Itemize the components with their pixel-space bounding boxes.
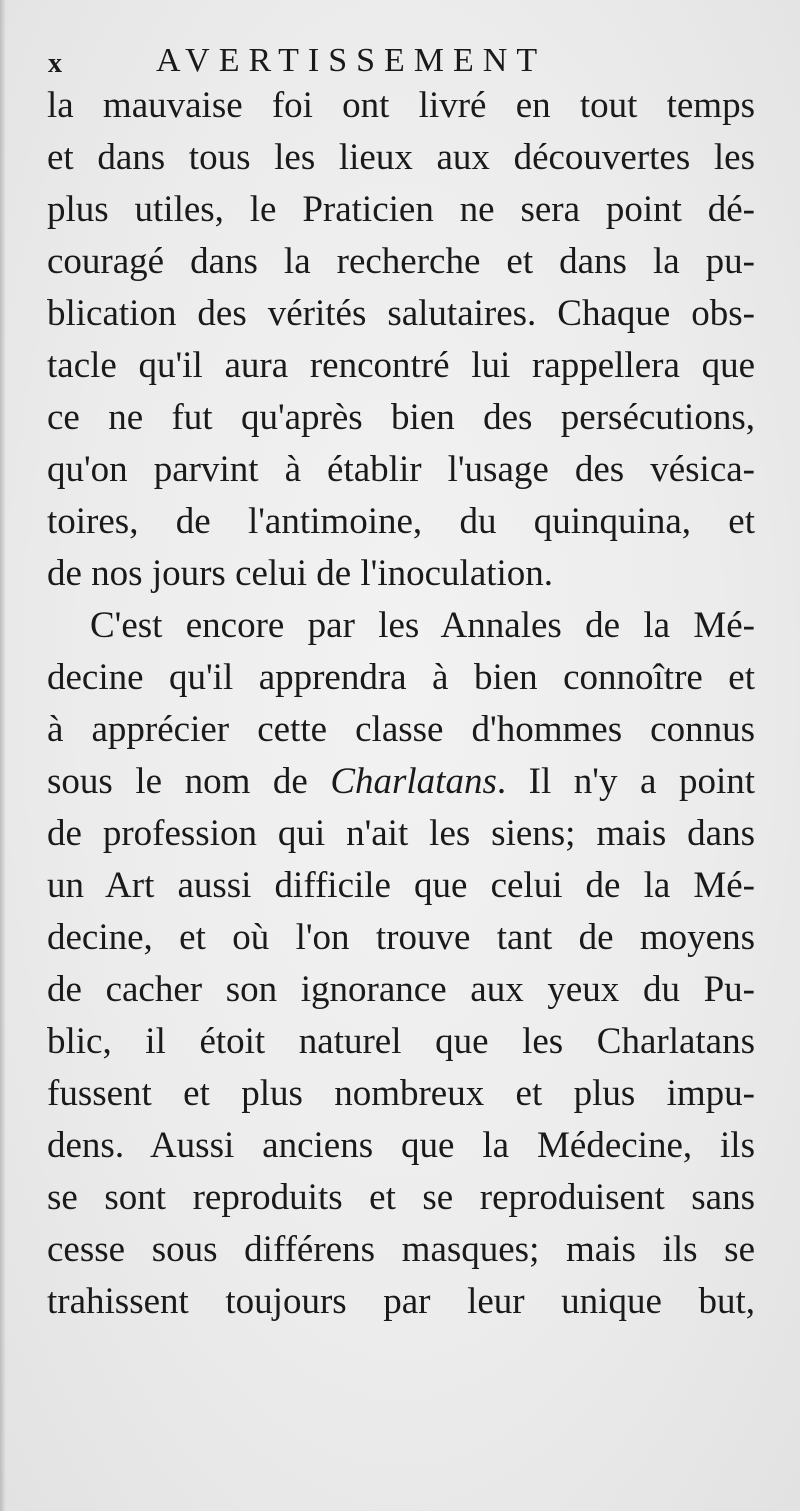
text-line: tacle qu'il aura rencontré lui rappellera que: [47, 345, 755, 386]
text-line: se sont reproduits et se reproduisent sans: [47, 1177, 755, 1218]
text-line: et dans tous les lieux aux découvertes les: [47, 137, 755, 178]
text-line: blication des vérités salutaires. Chaque obs-: [47, 293, 755, 334]
text-line: cesse sous différens masques; mais ils se: [47, 1229, 755, 1270]
text-line: couragé dans la recherche et dans la pu-: [47, 241, 755, 282]
text-line: dens. Aussi anciens que la Médecine, ils: [47, 1125, 755, 1166]
text-line: plus utiles, le Praticien ne sera point dé-: [47, 189, 755, 230]
text-line: C'est encore par les Annales de la Mé-: [90, 605, 755, 646]
italic-term: Charlatans: [330, 761, 497, 802]
text-line: [47, 756, 755, 808]
text-line: qu'on parvint à établir l'usage des vésica-: [47, 449, 755, 490]
text-line: trahissent toujours par leur unique but,: [47, 1281, 755, 1322]
text-line: de nos jours celui de l'inoculation.: [47, 553, 554, 594]
running-head: AVERTISSEMENT: [156, 42, 547, 79]
text-line: à apprécier cette classe d'hommes connus: [47, 709, 755, 750]
text-line: fussent et plus nombreux et plus impu-: [47, 1073, 755, 1114]
text-line: ce ne fut qu'après bien des persécutions,: [47, 397, 755, 438]
text-line: blic, il étoit naturel que les Charlatans: [47, 1021, 755, 1062]
text-line: decine qu'il apprendra à bien connoître et: [47, 657, 755, 698]
text-line: decine, et où l'on trouve tant de moyens: [47, 917, 755, 958]
text-line: un Art aussi difficile que celui de la Mé-: [47, 865, 755, 906]
page-number: x: [48, 48, 62, 79]
text-line: de profession qui n'ait les siens; mais dans: [47, 813, 755, 854]
text-run: sous le nom de: [47, 761, 331, 802]
text-run: . Il n'y a point: [496, 761, 755, 802]
text-line: de cacher son ignorance aux yeux du Pu-: [47, 969, 755, 1010]
text-line: toires, de l'antimoine, du quinquina, et: [47, 501, 755, 542]
page-edge-shadow: [0, 0, 6, 1511]
text-line: la mauvaise foi ont livré en tout temps: [47, 85, 755, 126]
